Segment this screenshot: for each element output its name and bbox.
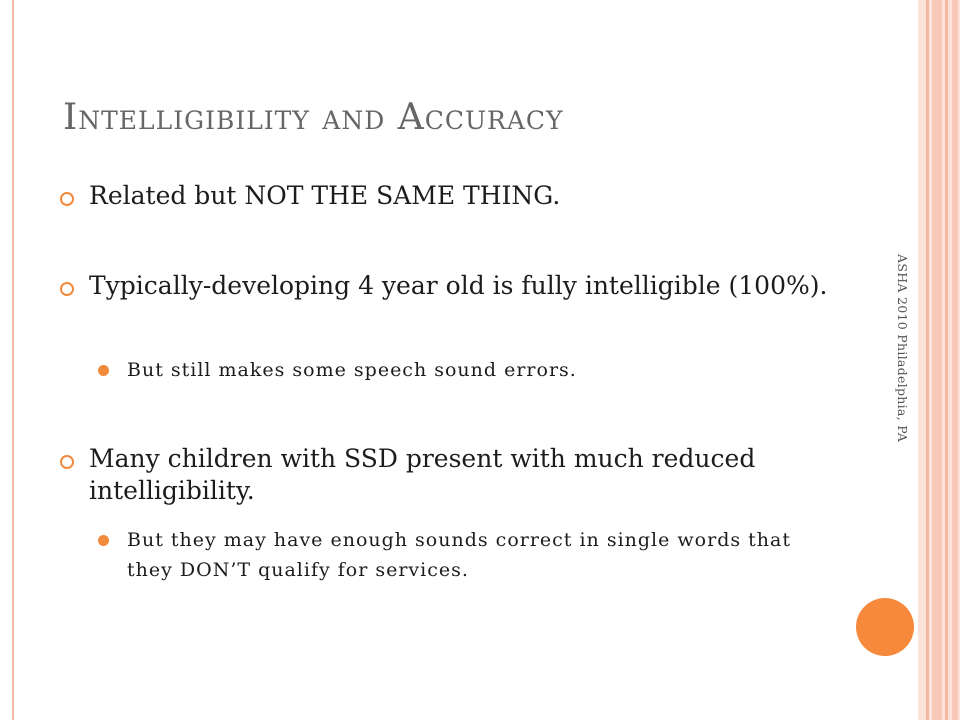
panel-stripe (932, 0, 942, 720)
right-decorative-panel (918, 0, 960, 720)
sub-bullet-text: But still makes some speech sound errors. (127, 359, 577, 381)
sub-bullet-text: But they may have enough sounds correct in single words that they DON’T qualify for services. (127, 529, 791, 581)
vertical-footer-text: ASHA 2010 Philadelphia, PA (895, 254, 910, 443)
panel-stripe (926, 0, 929, 720)
bullet-text: Typically-developing 4 year old is fully intelligible (100%). (89, 271, 828, 300)
bullet-text: Many children with SSD present with much reduced intelligibility. (89, 444, 756, 505)
dot-bullet-icon (98, 535, 109, 546)
bullet-text: Related but NOT THE SAME THING. (89, 181, 561, 210)
ring-bullet-icon (60, 282, 74, 296)
left-accent-line (12, 0, 14, 720)
dot-bullet-icon (98, 365, 109, 376)
panel-stripe (952, 0, 958, 720)
ring-bullet-icon (60, 455, 74, 469)
panel-stripe (945, 0, 948, 720)
slide-title: Intelligibility and Accuracy (63, 97, 564, 138)
ring-bullet-icon (60, 192, 74, 206)
orange-circle-icon (856, 598, 914, 656)
